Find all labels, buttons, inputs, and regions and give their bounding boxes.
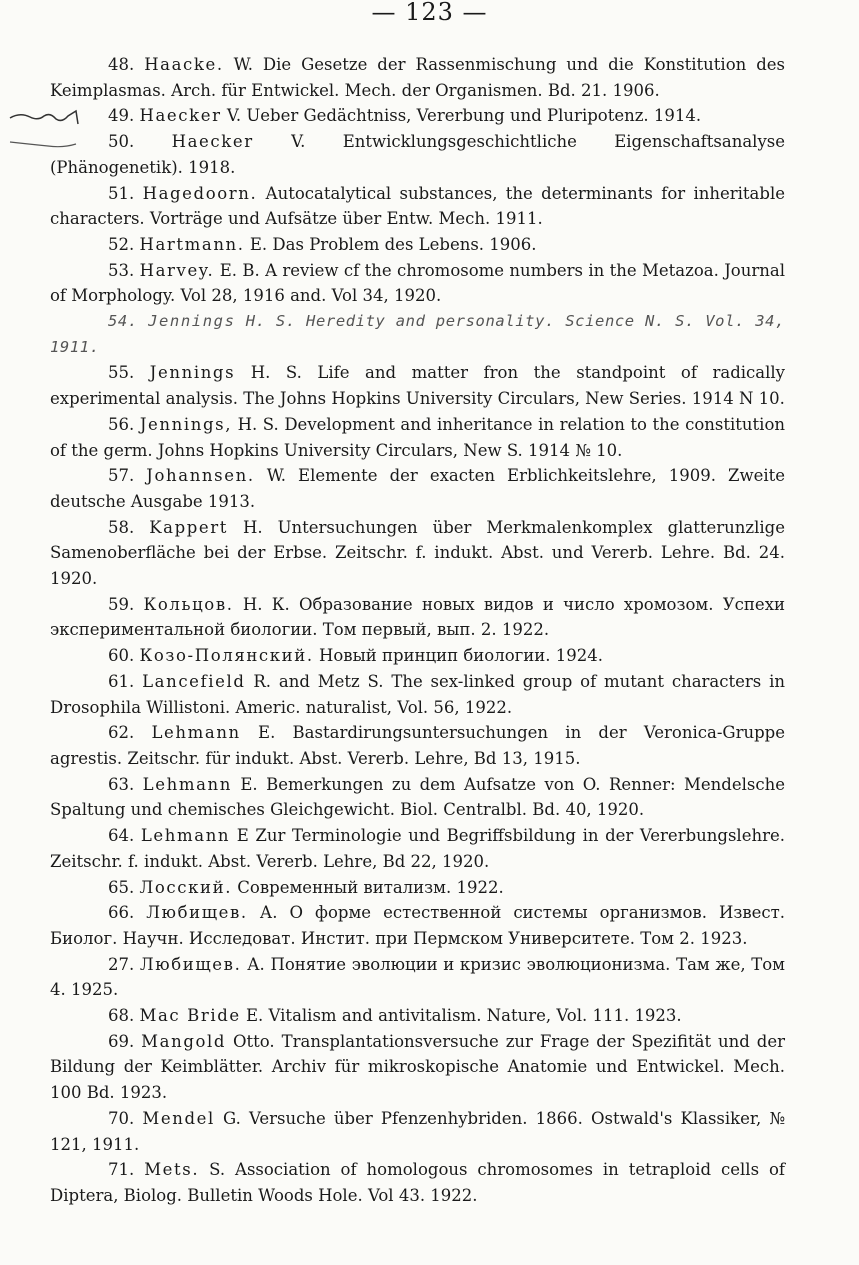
entry-number: 48. xyxy=(108,55,135,74)
handwritten-entry xyxy=(50,309,785,360)
entry-author: Haecker xyxy=(139,106,222,126)
entry-number: 69. xyxy=(108,1031,135,1051)
bibliography-entry xyxy=(50,823,785,874)
entry-text: G. Versuche über Pfenzenhybriden. 1866. Ostwald's Klassiker, № 121, 1911. xyxy=(50,1108,785,1154)
entry-text: V. Entwicklungsgeschichtliche Eigenschaftsanalyse (Phänogenetik). 1918. xyxy=(50,132,786,177)
entry-author: Jennings xyxy=(148,312,236,331)
entry-number: 61. xyxy=(108,671,135,691)
entry-text: А. О форме естественной системы организмов. Извест. Биолог. Научн. Исследоват. Инстит. при Пермском Университете. Том 2. 1923. xyxy=(50,903,785,948)
bibliography-entry xyxy=(50,720,785,771)
entry-author: Mets. xyxy=(144,1160,200,1180)
entry-author: Mendel xyxy=(142,1108,215,1128)
bibliography-entry xyxy=(50,232,785,258)
entry-text: Современный витализм. 1922. xyxy=(232,877,504,897)
entry-author: Lehmann xyxy=(140,826,231,846)
entry-text: H. S. Heredity and personality. Science N. S. Vol. 34, 1911. xyxy=(50,312,786,356)
entry-author: Johannsen. xyxy=(146,466,255,486)
entry-number: 49. xyxy=(108,106,135,126)
entry-number: 55. xyxy=(108,363,135,383)
entry-text: W. Die Gesetze der Rassenmischung und die Konstitution des Keimplasmas. Arch. für Entwickel. Mech. der Organismen. Bd. 21. 1906. xyxy=(50,55,785,100)
entry-author: Kappert xyxy=(149,517,229,537)
entry-text: S. Association of homologous chromosomes in tetraploid cells of Diptera, Biolog. Bulletin Woods Hole. Vol 43. 1922. xyxy=(50,1160,786,1205)
bibliography-entry xyxy=(50,772,785,823)
bibliography-entry xyxy=(50,103,785,129)
entry-text: H. S. Life and matter fron the standpoint of radically experimental analysis. The Johns Hopkins University Circulars, New Series. 1914 N 10. xyxy=(50,363,785,409)
entry-author: Jennings, xyxy=(139,414,233,434)
entry-author: Lehmann xyxy=(151,723,241,743)
entry-number: 50. xyxy=(108,132,135,152)
entry-text: H. S. Development and inheritance in relation to the constitution of the germ. Johns Hopkins University Circulars, New S. 1914 № 10. xyxy=(50,414,786,460)
bibliography-entry xyxy=(50,669,785,720)
entry-text: H. Untersuchungen über Merkmalenkomplex glatterunzlige Samenoberfläche bei der Erbse. Zeitschr. f. indukt. Abst. und Vererb. Lehre. Bd. 24. 1920. xyxy=(50,517,785,589)
page-number: — 123 — xyxy=(371,0,488,26)
bibliography-entry xyxy=(50,900,785,951)
bibliography-entry xyxy=(50,952,785,1003)
bibliography-list xyxy=(50,52,785,1209)
entry-text: Autocatalytical substances, the determinants for inheritable characters. Vorträge und Aufsätze über Entw. Mech. 1911. xyxy=(50,183,786,229)
entry-author: Mangold xyxy=(141,1031,227,1051)
entry-number: 57. xyxy=(108,466,135,486)
bibliography-entry xyxy=(50,463,785,514)
bibliography-entry xyxy=(50,1157,785,1208)
entry-text: E. Das Problem des Lebens. 1906. xyxy=(244,234,537,254)
entry-author: Hagedoorn. xyxy=(142,183,258,203)
bibliography-entry xyxy=(50,412,785,463)
entry-number: 70. xyxy=(108,1108,135,1128)
bibliography-entry xyxy=(50,515,785,592)
entry-text: А. Понятие эволюции и кризис эволюционизма. Там же, Том 4. 1925. xyxy=(50,954,785,1000)
entry-number: 64. xyxy=(108,826,135,846)
entry-text: Otto. Transplantationsversuche zur Frage der Spezifität und der Bildung der Keimblätter. Archiv für mikroskopische Anatomie und Entwickel. Mech. 100 Bd. 1923. xyxy=(50,1031,785,1103)
entry-number: 68. xyxy=(108,1006,135,1026)
entry-author: Лосский. xyxy=(139,877,233,897)
entry-text: E Zur Terminologie und Begriffsbildung in der Vererbungslehre. Zeitschr. f. indukt. Abst. Vererb. Lehre, Bd 22, 1920. xyxy=(50,826,785,871)
entry-author: Lehmann xyxy=(142,774,232,794)
entry-number: 59. xyxy=(108,594,135,614)
entry-author: Любищев. xyxy=(146,903,248,923)
entry-author: Haacke. xyxy=(144,55,224,74)
entry-number: 51. xyxy=(108,183,135,203)
entry-number: 54. xyxy=(108,312,138,331)
bibliography-entry xyxy=(50,181,785,232)
bibliography-entry xyxy=(50,592,785,643)
entry-author: Haecker xyxy=(171,132,254,152)
entry-author: Hartmann. xyxy=(139,234,245,254)
bibliography-entry xyxy=(50,129,785,180)
entry-author: Любищев. xyxy=(139,954,242,974)
entry-number: 53. xyxy=(108,260,135,280)
entry-author: Harvey. xyxy=(139,260,215,280)
entry-author: Козо-Полянский. xyxy=(139,646,314,666)
entry-author: Jennings xyxy=(149,363,236,383)
entry-text: Новый принцип биологии. 1924. xyxy=(313,646,604,666)
entry-author: Mac Bride xyxy=(139,1006,241,1026)
bibliography-entry xyxy=(50,1003,785,1029)
bibliography-entry xyxy=(50,258,785,309)
entry-text: E. B. A review cf the chromosome numbers in the Metazoa. Journal of Morphology. Vol 28, 1916 and. Vol 34, 1920. xyxy=(50,260,785,306)
entry-text: R. and Metz S. The sex-linked group of mutant characters in Drosophila Willistoni. Americ. naturalist, Vol. 56, 1922. xyxy=(50,671,785,717)
entry-number: 62. xyxy=(108,723,135,743)
entry-number: 58. xyxy=(108,517,135,537)
entry-text: E. Bastardirungsuntersuchungen in der Veronica-Gruppe agrestis. Zeitschr. für indukt. Abst. Vererb. Lehre, Bd 13, 1915. xyxy=(50,723,786,768)
entry-number: 66. xyxy=(108,903,135,923)
entry-number: 60. xyxy=(108,646,135,666)
bibliography-entry xyxy=(50,52,785,103)
bibliography-entry xyxy=(50,1029,785,1106)
entry-text: Н. К. Образование новых видов и число хромозом. Успехи экспериментальной биологии. Том первый, вып. 2. 1922. xyxy=(50,594,785,640)
entry-number: 65. xyxy=(108,877,135,897)
entry-text: E. Vitalism and antivitalism. Nature, Vol. 111. 1923. xyxy=(240,1006,682,1026)
bibliography-entry xyxy=(50,360,785,411)
entry-text: E. Bemerkungen zu dem Aufsatze von O. Renner: Mendelsche Spaltung und chemisches Gleichgewicht. Biol. Centralbl. Bd. 40, 1920. xyxy=(50,774,785,820)
bibliography-entry xyxy=(50,643,785,669)
entry-number: 27. xyxy=(108,954,135,974)
bibliography-entry xyxy=(50,875,785,901)
entry-text: W. Elemente der exacten Erblichkeitslehre, 1909. Zweite deutsche Ausgabe 1913. xyxy=(50,466,785,511)
bibliography-entry xyxy=(50,1106,785,1157)
entry-author: Lancefield xyxy=(142,671,246,691)
entry-number: 56. xyxy=(108,414,135,434)
entry-number: 52. xyxy=(108,234,135,254)
entry-author: Кольцов. xyxy=(143,594,234,614)
entry-number: 71. xyxy=(108,1160,135,1180)
entry-text: V. Ueber Gedächtniss, Vererbung und Pluripotenz. 1914. xyxy=(221,106,702,126)
entry-number: 63. xyxy=(108,774,135,794)
